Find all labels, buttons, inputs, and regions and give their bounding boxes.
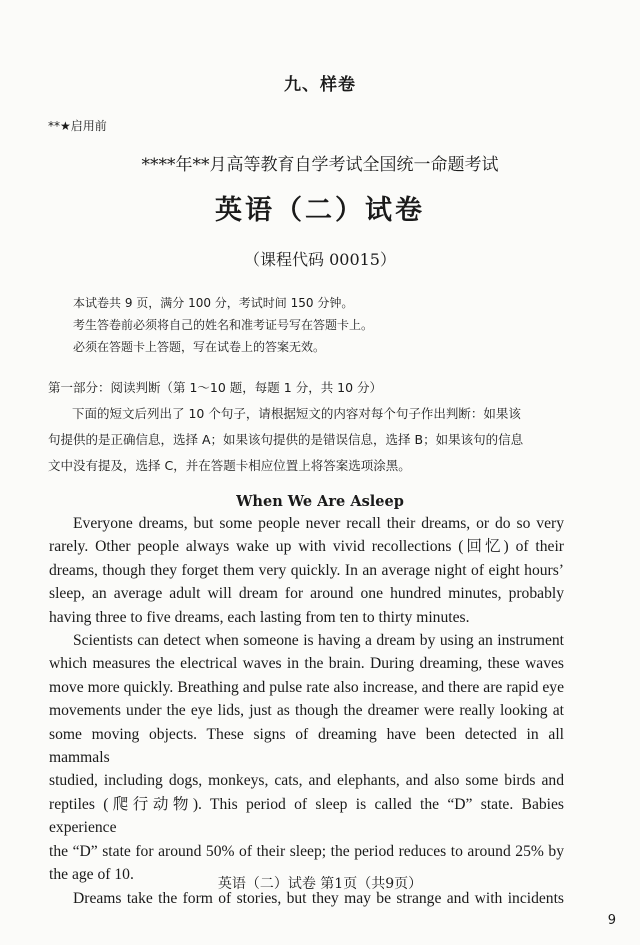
part-instructions [48, 401, 598, 479]
part-heading: 第一部分：阅读判断（第 1～10 题，每题 1 分，共 10 分） [48, 380, 383, 395]
secret-label: **★启用前 [48, 119, 107, 133]
passage-line: rarely. Other people always wake up with vivid recollections (回忆) of their [49, 538, 564, 556]
passage-line: sleep, an average adult will dream for around one hundred minutes, probably [49, 585, 564, 603]
instruction-line: 文中没有提及，选择 C，并在答题卡相应位置上将答案选项涂黑。 [48, 458, 411, 473]
passage-line: Scientists can detect when someone is having a dream by using an instrument [73, 632, 564, 650]
note-line: 本试卷共 9 页，满分 100 分，考试时间 150 分钟。 [73, 296, 354, 310]
passage-line: reptiles (爬行动物). This period of sleep is called the “D” state. Babies experience [49, 795, 564, 837]
passage-title: When We Are Asleep [236, 493, 404, 510]
paper-title: 英语（二）试卷 [215, 195, 425, 226]
reading-passage [49, 512, 564, 910]
passage-line: Everyone dreams, but some people never recall their dreams, or do so very [73, 515, 564, 532]
passage-line: the “D” state for around 50% of their sleep; the period reduces to around 25% by [49, 842, 564, 860]
note-line: 必须在答题卡上答题，写在试卷上的答案无效。 [73, 340, 326, 354]
passage-line: which measures the electrical waves in the brain. During dreaming, these waves [49, 655, 564, 673]
exam-notes [73, 292, 373, 358]
passage-line: studied, including dogs, monkeys, cats, and elephants, and also some birds and [49, 772, 564, 790]
instruction-line: 下面的短文后列出了 10 个句子，请根据短文的内容对每个句子作出判断：如果该 [72, 406, 521, 421]
note-line: 考生答卷前必须将自己的姓名和准考证号写在答题卡上。 [73, 318, 374, 332]
passage-line: dreams, though they forget them very quickly. In an average night of eight hours’ [49, 561, 564, 579]
course-code: （课程代码 00015） [244, 250, 396, 269]
passage-line: move more quickly. Breathing and pulse rate also increase, and there are rapid eye [49, 678, 564, 696]
passage-line: some moving objects. These signs of dreaming have been detected in all mammals [49, 725, 564, 767]
passage-line: having three to five dreams, each lasting from ten to thirty minutes. [49, 608, 470, 626]
passage-line: movements under the eye lids, just as though the dreamer were really looking at [49, 702, 564, 720]
section-title: 九、样卷 [284, 75, 356, 95]
passage-line: the age of 10. [49, 866, 134, 884]
page-footer: 英语（二）试卷 第1页（共9页） [217, 876, 423, 892]
instruction-line: 句提供的是正确信息，选择 A；如果该句提供的是错误信息，选择 B；如果该句的信息 [48, 432, 524, 447]
passage-line: Dreams take the form of stories, but they may be strange and with incidents [73, 889, 564, 907]
exam-name: ****年**月高等教育自学考试全国统一命题考试 [141, 155, 499, 175]
page-number: 9 [607, 913, 616, 928]
